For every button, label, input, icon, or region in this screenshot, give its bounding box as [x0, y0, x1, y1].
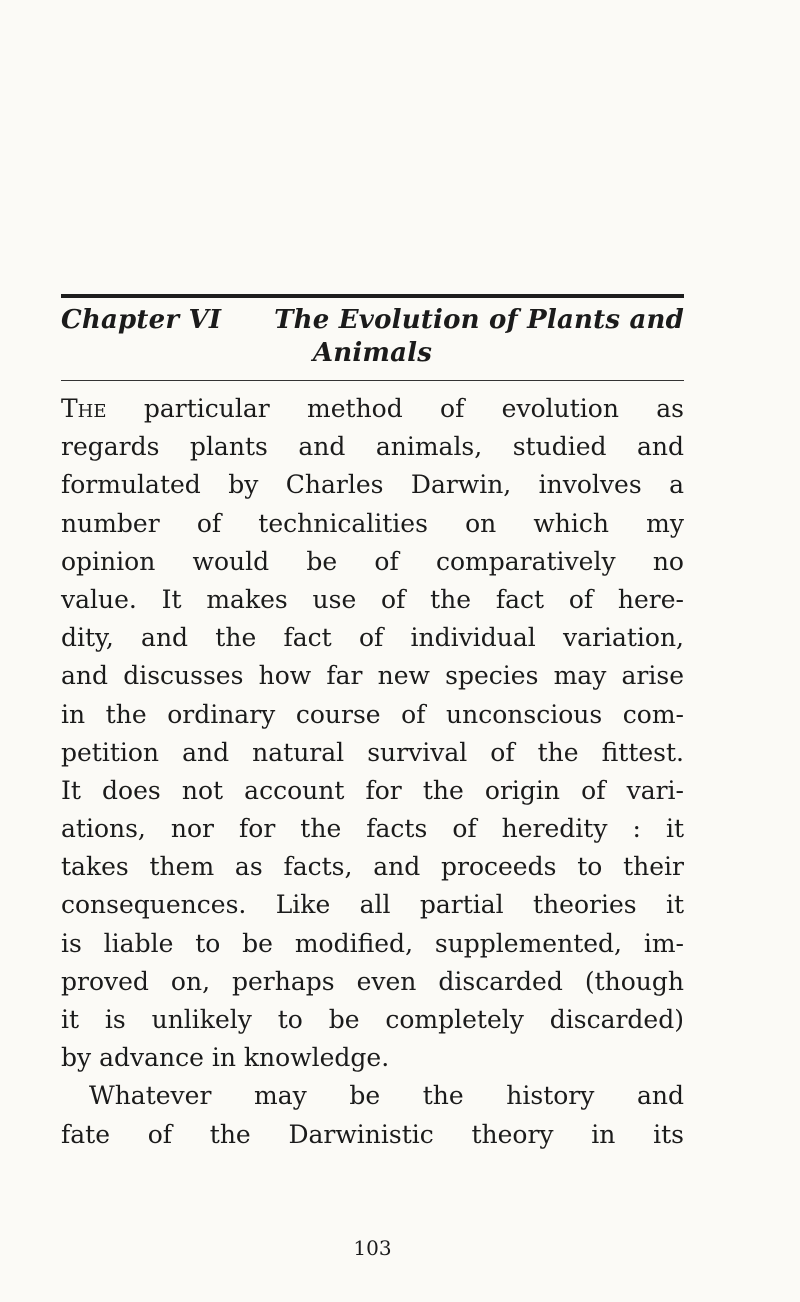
paragraph-1-line: in the ordinary course of unconscious com-: [61, 699, 684, 729]
paragraph-1-line: The particular method of evolution as: [61, 394, 684, 423]
drop-word: The: [61, 394, 107, 423]
paragraph-2-line: Whatever may be the history and: [89, 1081, 684, 1111]
chapter-title-part2: Animals: [312, 338, 433, 368]
paragraph-1-line: opinion would be of comparatively no: [61, 546, 684, 576]
paragraph-1-line: ations, nor for the facts of heredity : it: [61, 814, 684, 844]
paragraph-1-line: consequences. Like all partial theories it: [61, 890, 684, 920]
paragraph-1-line: it is unlikely to be completely discarded): [61, 1005, 684, 1034]
paragraph-1-line: petition and natural survival of the fittest.: [61, 737, 684, 767]
chapter-heading: [61, 304, 684, 370]
paragraph-1-line: It does not account for the origin of vari-: [61, 775, 684, 805]
paragraph-1-line: regards plants and animals, studied and: [61, 432, 684, 462]
paragraph-1-line: takes them as facts, and proceeds to their: [61, 852, 684, 882]
chapter-title-part1: The Evolution of Plants and: [274, 305, 684, 335]
paragraph-1-line: is liable to be modified, supplemented, im-: [61, 928, 684, 958]
page-number: 103: [353, 1236, 392, 1260]
chapter-label: Chapter VI: [61, 305, 222, 335]
paragraph-1-line: value. It makes use of the fact of here-: [61, 584, 684, 614]
paragraph-1-line: by advance in knowledge.: [61, 1043, 390, 1073]
paragraph-2-line: fate of the Darwinistic theory in its: [61, 1119, 684, 1149]
body-text: [61, 390, 684, 1154]
chapter-top-rule: [61, 294, 684, 298]
paragraph-1-line: dity, and the fact of individual variation,: [61, 623, 684, 653]
paragraph-1-line: number of technicalities on which my: [61, 508, 684, 538]
paragraph-1-line: and discusses how far new species may arise: [61, 661, 684, 691]
chapter-bottom-rule: [61, 380, 684, 381]
paragraph-1-line: formulated by Charles Darwin, involves a: [61, 470, 684, 500]
paragraph-1-line: proved on, perhaps even discarded (though: [61, 966, 684, 996]
